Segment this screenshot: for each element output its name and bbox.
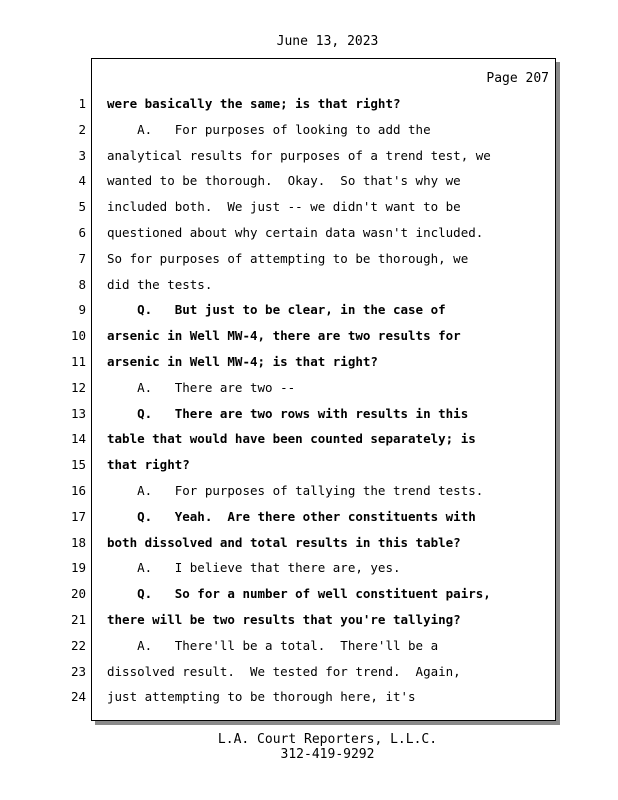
line-number: 17 — [70, 509, 86, 524]
line-number: 1 — [78, 96, 86, 111]
line-number: 15 — [70, 457, 86, 472]
line-number: 3 — [78, 148, 86, 163]
transcript-line: dissolved result. We tested for trend. Again, — [107, 664, 461, 679]
line-number: 5 — [78, 199, 86, 214]
transcript-line: Q. Yeah. Are there other constituents with — [107, 509, 476, 524]
transcript-line: A. There'll be a total. There'll be a — [107, 638, 439, 653]
line-number: 7 — [78, 251, 86, 266]
line-number: 16 — [70, 483, 86, 498]
transcript-line: included both. We just -- we didn't want to be — [107, 199, 461, 214]
transcript-line: both dissolved and total results in this table? — [107, 535, 461, 550]
transcript-line: that right? — [107, 457, 190, 472]
line-number: 22 — [70, 638, 86, 653]
transcript-line: arsenic in Well MW-4; is that right? — [107, 354, 378, 369]
transcript-line: A. There are two -- — [107, 380, 296, 395]
footer-phone: 312-419-9292 — [280, 747, 375, 762]
line-number: 23 — [70, 664, 86, 679]
line-number: 19 — [70, 560, 86, 575]
line-number: 18 — [70, 535, 86, 550]
line-number: 8 — [78, 277, 86, 292]
line-number: 6 — [78, 225, 86, 240]
page-date: June 13, 2023 — [276, 34, 379, 49]
transcript-line: So for purposes of attempting to be thorough, we — [107, 251, 469, 266]
transcript-line: A. I believe that there are, yes. — [107, 560, 401, 575]
line-number: 24 — [70, 689, 86, 704]
line-number: 11 — [70, 354, 86, 369]
line-number: 10 — [70, 328, 86, 343]
transcript-line: questioned about why certain data wasn't included. — [107, 225, 484, 240]
transcript-line: there will be two results that you're tallying? — [107, 612, 461, 627]
transcript-line: were basically the same; is that right? — [107, 96, 401, 111]
page-number: Page 207 — [486, 71, 549, 86]
transcript-line: Q. So for a number of well constituent pairs, — [107, 586, 491, 601]
transcript-line: arsenic in Well MW-4, there are two results for — [107, 328, 461, 343]
line-number: 4 — [78, 173, 86, 188]
transcript-line: did the tests. — [107, 277, 213, 292]
line-number: 21 — [70, 612, 86, 627]
line-number: 13 — [70, 406, 86, 421]
transcript-line: Q. But just to be clear, in the case of — [107, 302, 446, 317]
transcript-line: Q. There are two rows with results in this — [107, 406, 469, 421]
line-number: 9 — [78, 302, 86, 317]
line-number: 20 — [70, 586, 86, 601]
line-number: 12 — [70, 380, 86, 395]
transcript-line: A. For purposes of tallying the trend tests. — [107, 483, 484, 498]
line-number: 14 — [70, 431, 86, 446]
transcript-line: wanted to be thorough. Okay. So that's why we — [107, 173, 461, 188]
footer-company: L.A. Court Reporters, L.L.C. — [217, 732, 438, 747]
transcript-line: just attempting to be thorough here, it's — [107, 689, 416, 704]
line-number: 2 — [78, 122, 86, 137]
transcript-line: analytical results for purposes of a trend test, we — [107, 148, 491, 163]
transcript-line: A. For purposes of looking to add the — [107, 122, 431, 137]
transcript-line: table that would have been counted separately; is — [107, 431, 476, 446]
